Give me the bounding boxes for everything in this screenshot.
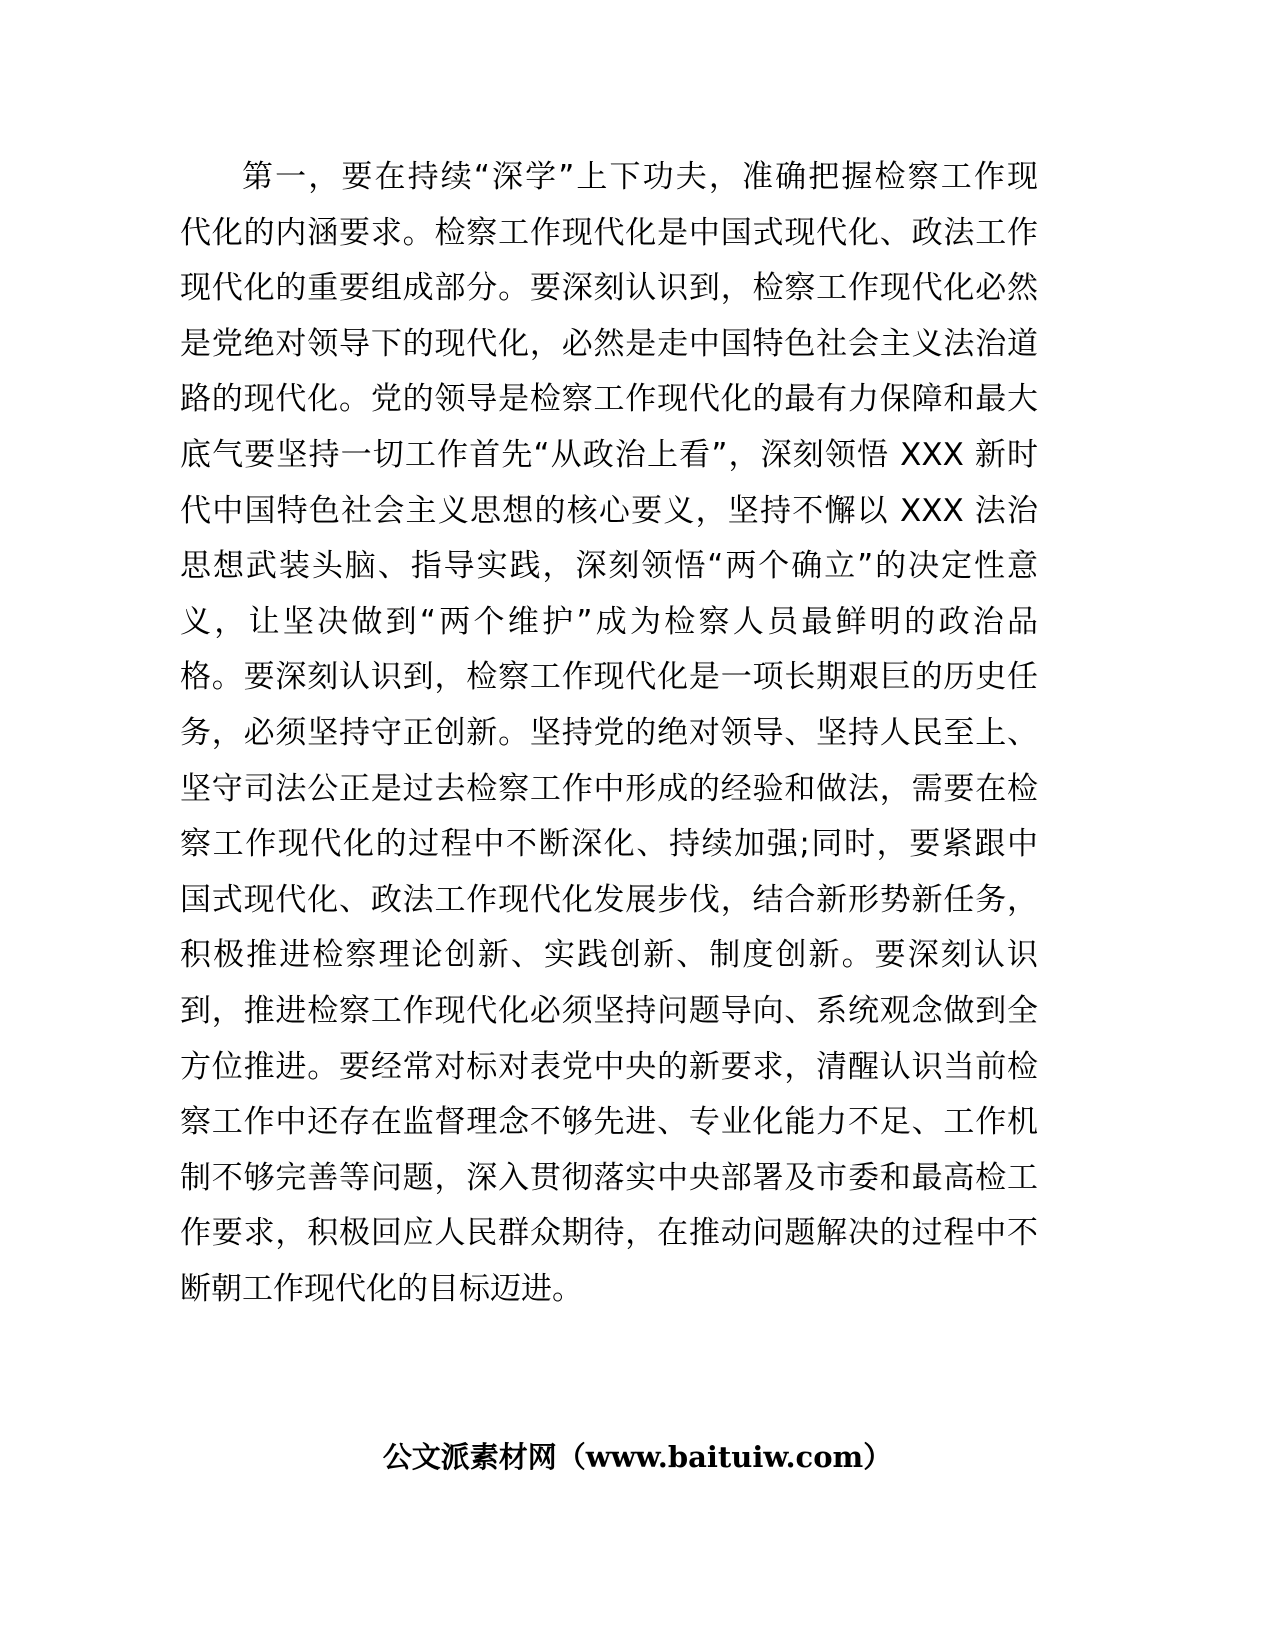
paragraph-line: 现代化的重要组成部分。要深刻认识到，检察工作现代化必然: [180, 270, 1038, 307]
paragraph-line: 作要求，积极回应人民群众期待，在推动问题解决的过程中不: [180, 1215, 1038, 1252]
paragraph-line: 是党绝对领导下的现代化，必然是走中国特色社会主义法治道: [180, 325, 1038, 362]
paragraph-line: 方位推进。要经常对标对表党中央的新要求，清醒认识当前检: [180, 1048, 1038, 1085]
paragraph-line: 代化的内涵要求。检察工作现代化是中国式现代化、政法工作: [180, 214, 1038, 251]
page-footer-watermark: 公文派素材网（www.baituiw.com）: [382, 1440, 893, 1474]
body-paragraph: [180, 150, 1038, 1317]
paragraph-line: 察工作中还存在监督理念不够先进、专业化能力不足、工作机: [180, 1104, 1038, 1141]
paragraph-line: 第一，要在持续“深学”上下功夫，准确把握检察工作现: [242, 159, 1038, 195]
paragraph-line: 坚守司法公正是过去检察工作中形成的经验和做法，需要在检: [180, 770, 1038, 807]
paragraph-line: 义，让坚决做到“两个维护”成为检察人员最鲜明的政治品: [180, 603, 1038, 640]
paragraph-line: 务，必须坚持守正创新。坚持党的绝对领导、坚持人民至上、: [180, 714, 1038, 751]
paragraph-line: 路的现代化。党的领导是检察工作现代化的最有力保障和最大: [180, 381, 1038, 418]
paragraph-line: 察工作现代化的过程中不断深化、持续加强;同时，要紧跟中: [180, 826, 1038, 863]
paragraph-line: 格。要深刻认识到，检察工作现代化是一项长期艰巨的历史任: [180, 659, 1038, 696]
paragraph-line: 国式现代化、政法工作现代化发展步伐，结合新形势新任务，: [180, 881, 1038, 918]
paragraph-line: 底气要坚持一切工作首先“从政治上看”，深刻领悟 XXX 新时: [180, 436, 1038, 473]
paragraph-line: 制不够完善等问题，深入贯彻落实中央部署及市委和最高检工: [180, 1159, 1038, 1196]
paragraph-line: 积极推进检察理论创新、实践创新、制度创新。要深刻认识: [180, 937, 1038, 974]
paragraph-line: 思想武装头脑、指导实践，深刻领悟“两个确立”的决定性意: [180, 548, 1038, 585]
paragraph-line: 代中国特色社会主义思想的核心要义，坚持不懈以 XXX 法治: [180, 492, 1038, 529]
paragraph-line: 断朝工作现代化的目标迈进。: [180, 1270, 583, 1307]
paragraph-line: 到，推进检察工作现代化必须坚持问题导向、系统观念做到全: [180, 992, 1038, 1029]
